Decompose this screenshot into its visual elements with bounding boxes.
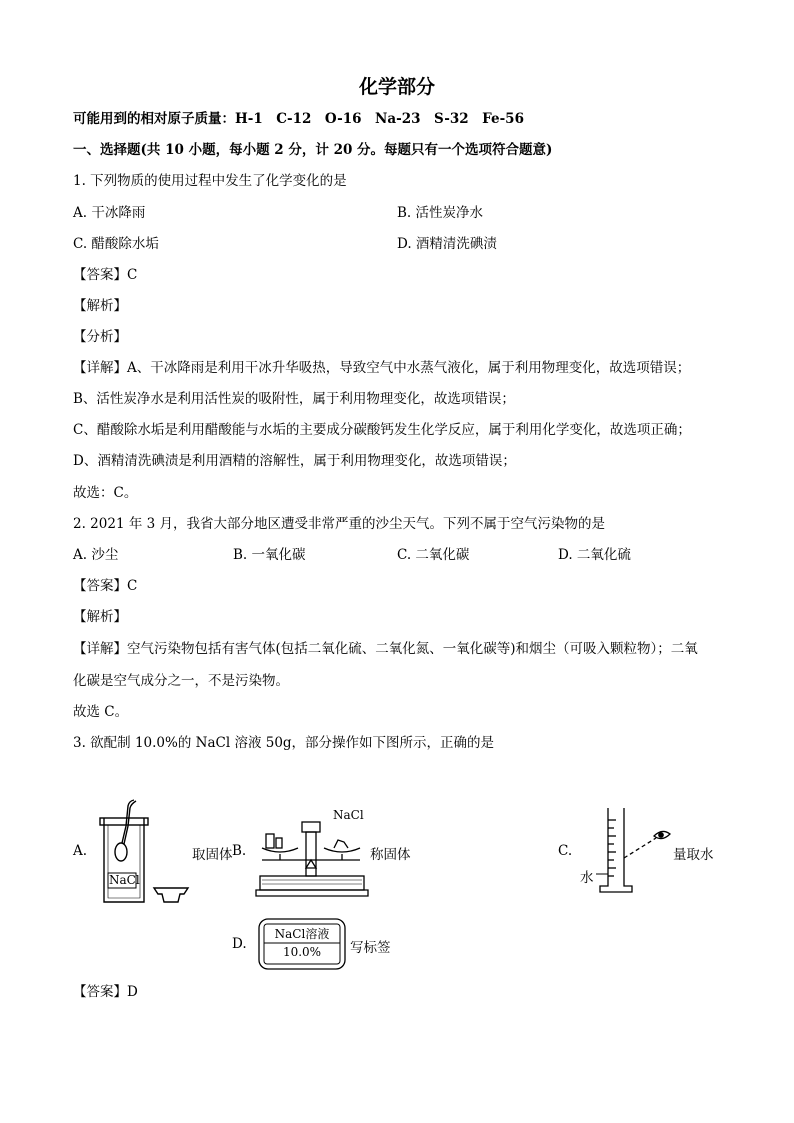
q1-fenxi: 【分析】 bbox=[73, 329, 127, 345]
q1-option-d: D. 酒精清洗碘渍 bbox=[397, 236, 497, 252]
tag-line-1: NaCl溶液 bbox=[274, 927, 330, 941]
jar-spoon-figure bbox=[96, 798, 196, 908]
q2-option-d: D. 二氧化硫 bbox=[558, 547, 631, 563]
q1-detail-4: D、酒精清洗碘渍是利用酒精的溶解性，属于利用物理变化，故选项错误； bbox=[73, 453, 516, 469]
water-label: 水 bbox=[580, 870, 594, 886]
q3-option-b-text: 称固体 bbox=[370, 847, 411, 863]
q1-option-c: C. 醋酸除水垢 bbox=[73, 236, 159, 252]
q2-detail-2: 化碳是空气成分之一，不是污染物。 bbox=[73, 673, 289, 689]
q3-option-b-letter: B. bbox=[232, 843, 247, 859]
q1-conclusion: 故选：C。 bbox=[73, 485, 138, 501]
q3-stem: 3. 欲配制 10.0%的 NaCl 溶液 50g，部分操作如下图所示，正确的是 bbox=[73, 735, 495, 751]
q3-answer: 【答案】D bbox=[73, 984, 138, 1000]
q3-option-c-text: 量取水 bbox=[673, 847, 714, 863]
atomic-mass-line: 可能用到的相对原子质量：H-1 C-12 O-16 Na-23 S-32 Fe-56 bbox=[73, 111, 524, 127]
q1-detail-3: C、醋酸除水垢是利用醋酸能与水垢的主要成分碳酸钙发生化学反应，属于利用化学变化，故选项正确； bbox=[73, 422, 691, 438]
q2-option-a: A. 沙尘 bbox=[73, 547, 119, 563]
q2-option-b: B. 一氧化碳 bbox=[233, 547, 306, 563]
q2-option-c: C. 二氧化碳 bbox=[397, 547, 470, 563]
jar-label: NaCl bbox=[109, 873, 140, 887]
q2-answer: 【答案】C bbox=[73, 578, 138, 594]
q1-analysis: 【解析】 bbox=[73, 298, 127, 314]
balance-label: NaCl bbox=[333, 808, 364, 822]
q3-option-c-letter: C. bbox=[558, 843, 573, 859]
q1-detail-1: 【详解】A、干冰降雨是利用干冰升华吸热，导致空气中水蒸气液化，属于利用物理变化，故选项错误； bbox=[73, 360, 691, 376]
q2-conclusion: 故选 C。 bbox=[73, 704, 129, 720]
q3-option-a-text: 取固体 bbox=[192, 847, 233, 863]
q1-option-a: A. 干冰降雨 bbox=[73, 205, 146, 221]
q3-option-a-letter: A. bbox=[73, 843, 88, 859]
q2-stem: 2. 2021 年 3 月，我省大部分地区遭受非常严重的沙尘天气。下列不属于空气污染物的是 bbox=[73, 516, 605, 532]
section-heading: 一、选择题(共 10 小题，每小题 2 分，计 20 分。每题只有一个选项符合题意) bbox=[73, 142, 553, 158]
cylinder-figure bbox=[596, 806, 676, 898]
q1-answer: 【答案】C bbox=[73, 267, 138, 283]
q1-option-b: B. 活性炭净水 bbox=[397, 205, 484, 221]
q1-detail-2: B、活性炭净水是利用活性炭的吸附性，属于利用物理变化，故选项错误； bbox=[73, 391, 515, 407]
q2-detail-1: 【详解】空气污染物包括有害气体(包括二氧化硫、二氧化氮、一氧化碳等)和烟尘（可吸入颗粒物）；二氧 bbox=[73, 641, 698, 657]
q3-option-d-letter: D. bbox=[232, 936, 247, 952]
tag-line-2: 10.0% bbox=[282, 945, 322, 959]
page-title: 化学部分 bbox=[358, 76, 435, 98]
balance-figure bbox=[252, 818, 370, 900]
q1-stem: 1. 下列物质的使用过程中发生了化学变化的是 bbox=[73, 173, 347, 189]
q2-analysis: 【解析】 bbox=[73, 609, 127, 625]
q3-option-d-text: 写标签 bbox=[350, 940, 391, 956]
